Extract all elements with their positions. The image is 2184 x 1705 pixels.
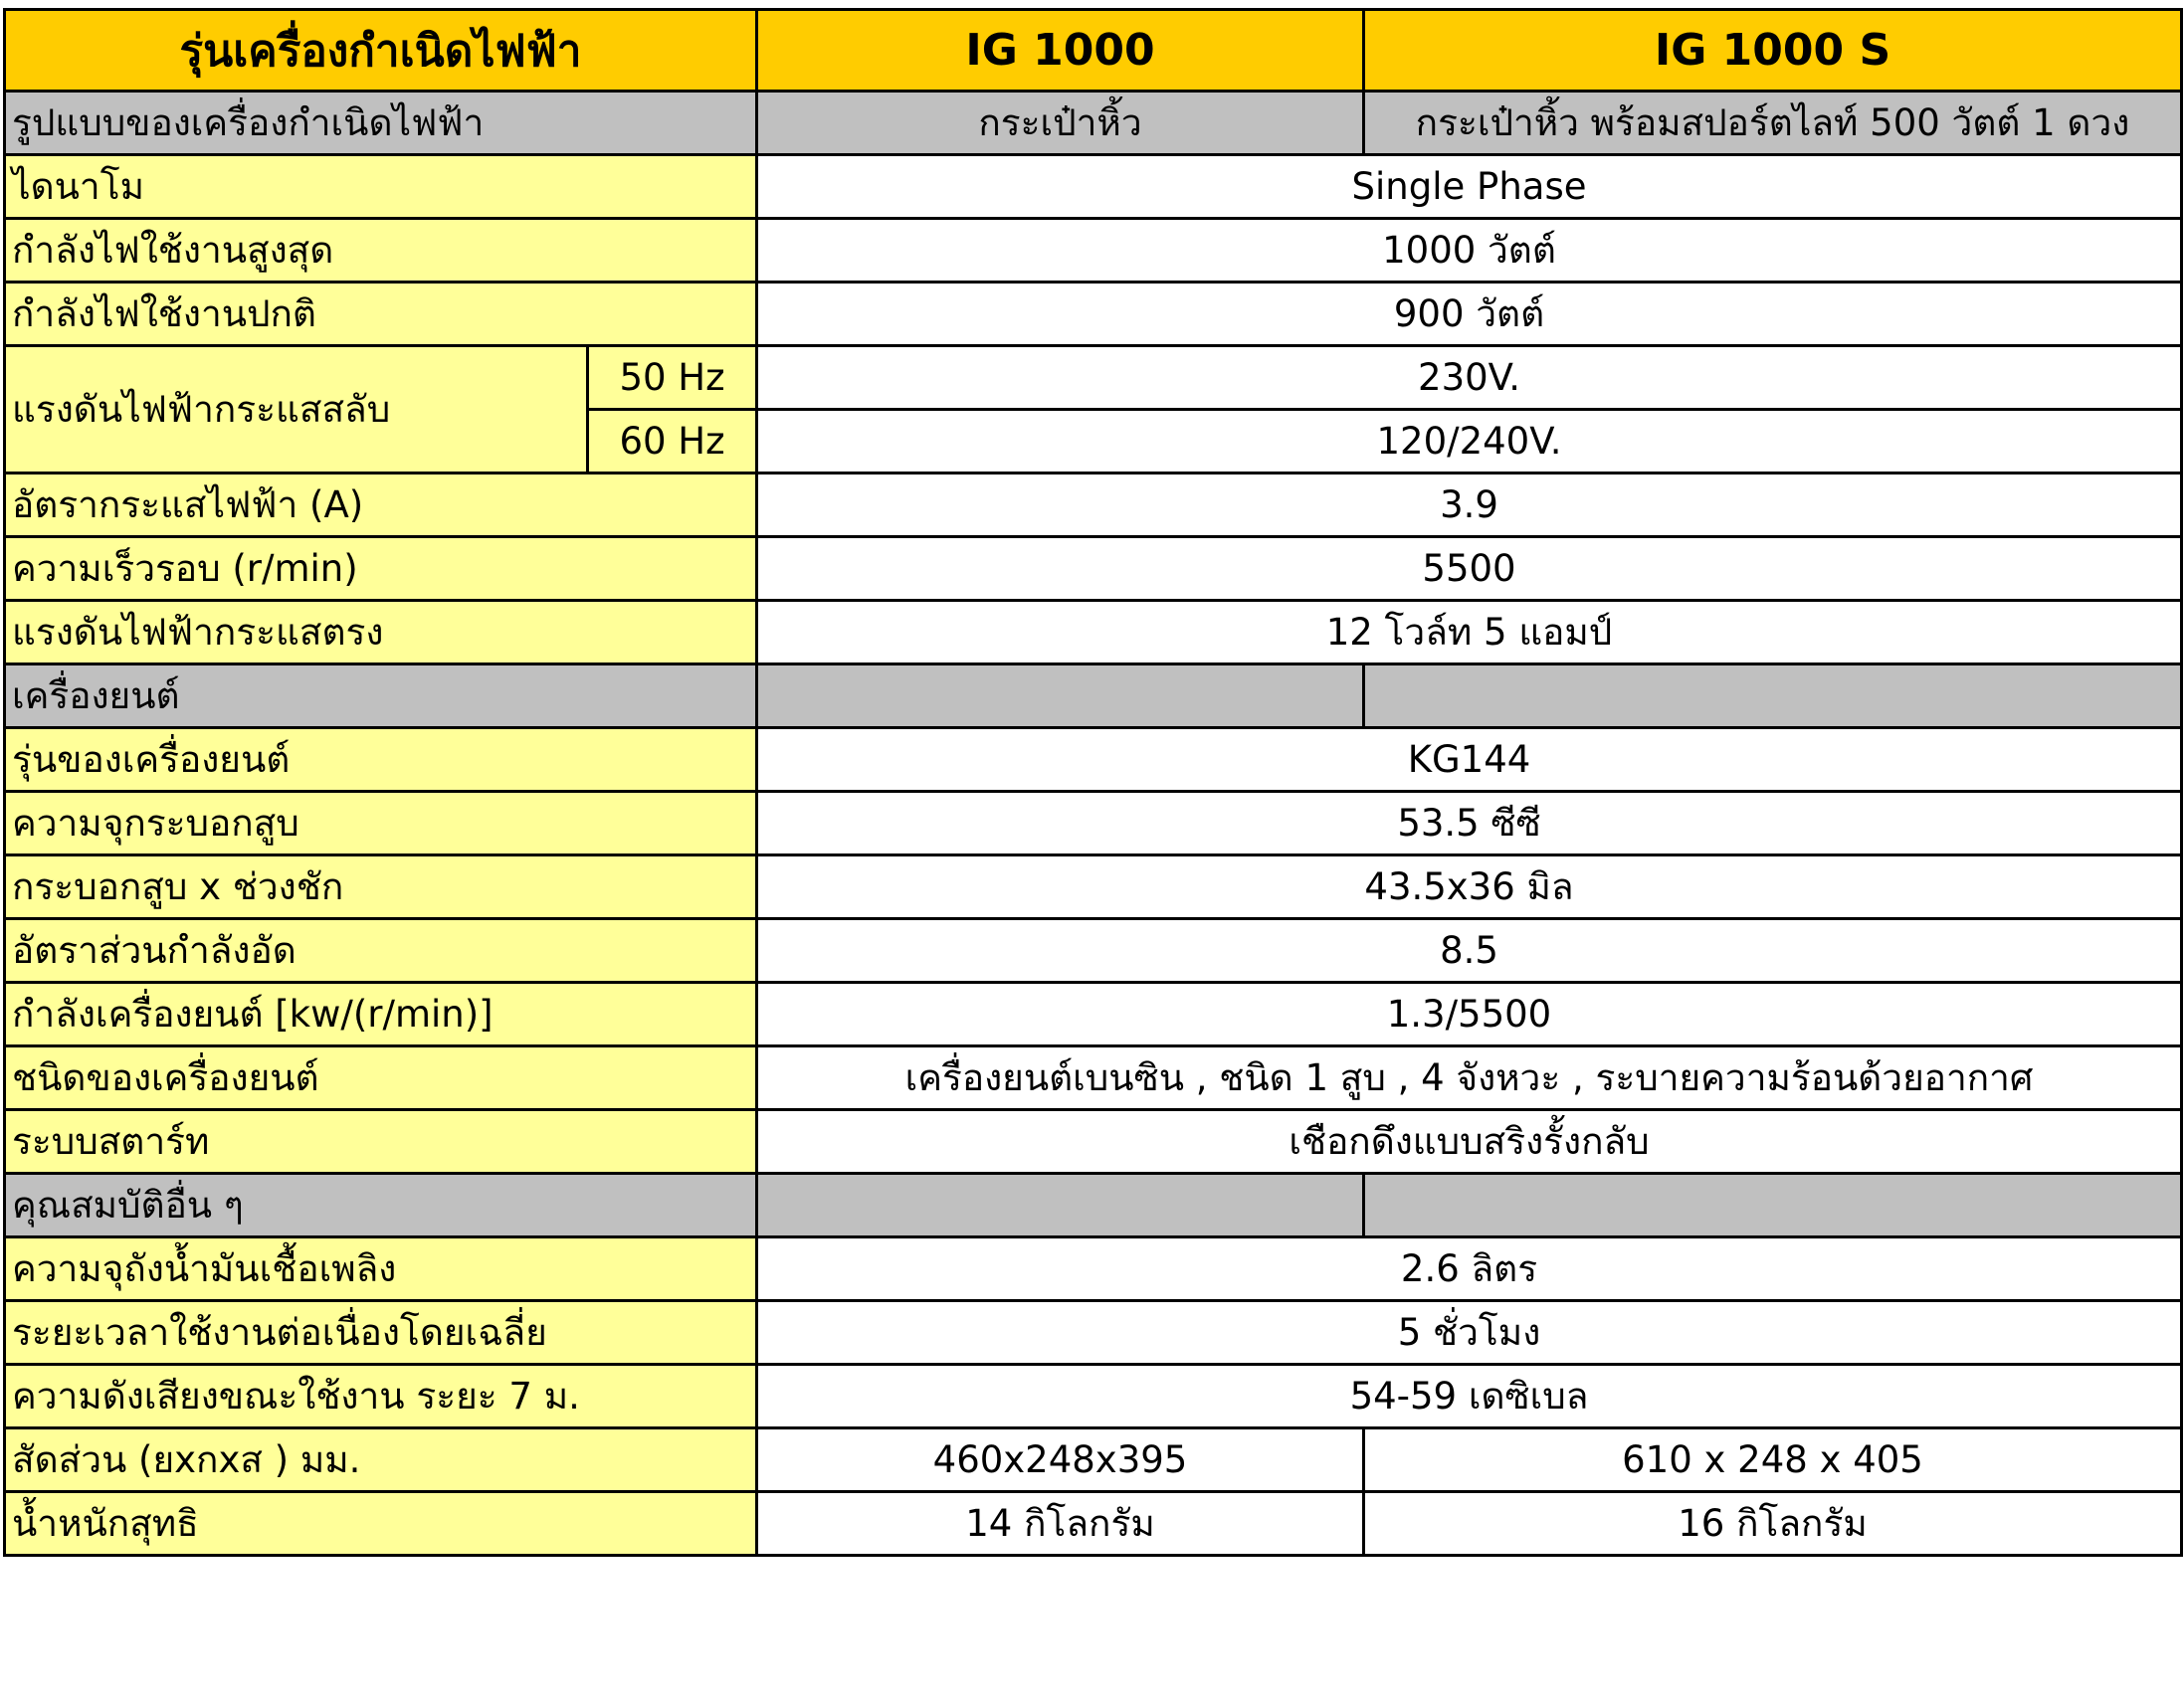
speed-value: 5500 <box>757 537 2182 601</box>
other-section-blank-2 <box>1364 1174 2182 1237</box>
noise-label: ความดังเสียงขณะใช้งาน ระยะ 7 ม. <box>5 1365 757 1428</box>
ac-voltage-label: แรงดันไฟฟ้ากระแสสลับ <box>5 346 588 474</box>
type-label: รูปแบบของเครื่องกำเนิดไฟฟ้า <box>5 92 757 155</box>
bore-stroke-label: กระบอกสูบ x ช่วงชัก <box>5 855 757 919</box>
weight-label: น้ำหนักสุทธิ <box>5 1492 757 1556</box>
compression-label: อัตราส่วนกำลังอัด <box>5 919 757 983</box>
header-row <box>5 10 2182 92</box>
dimensions-ig1000s: 610 x 248 x 405 <box>1364 1428 2182 1492</box>
engine-section-blank-1 <box>757 664 1364 728</box>
runtime-row <box>5 1301 2182 1365</box>
speed-label: ความเร็วรอบ (r/min) <box>5 537 757 601</box>
start-system-label: ระบบสตาร์ท <box>5 1110 757 1174</box>
engine-section-row <box>5 664 2182 728</box>
ac-50hz-value: 230V. <box>757 346 2182 410</box>
max-power-value: 1000 วัตต์ <box>757 219 2182 283</box>
engine-power-value: 1.3/5500 <box>757 983 2182 1046</box>
type-row <box>5 92 2182 155</box>
dimensions-label: สัดส่วน (ยxกxส ) มม. <box>5 1428 757 1492</box>
fuel-tank-row <box>5 1237 2182 1301</box>
dc-voltage-value: 12 โวล์ท 5 แอมป์ <box>757 601 2182 664</box>
engine-model-label: รุ่นของเครื่องยนต์ <box>5 728 757 792</box>
dynamo-row <box>5 155 2182 219</box>
fuel-tank-label: ความจุถังน้ำมันเชื้อเพลิง <box>5 1237 757 1301</box>
compression-row <box>5 919 2182 983</box>
ac-60hz-label: 60 Hz <box>588 410 757 474</box>
engine-section-blank-2 <box>1364 664 2182 728</box>
engine-type-row <box>5 1046 2182 1110</box>
ac-50hz-label: 50 Hz <box>588 346 757 410</box>
dynamo-value: Single Phase <box>757 155 2182 219</box>
engine-model-value: KG144 <box>757 728 2182 792</box>
weight-ig1000s: 16 กิโลกรัม <box>1364 1492 2182 1556</box>
speed-row <box>5 537 2182 601</box>
current-label: อัตรากระแสไฟฟ้า (A) <box>5 474 757 537</box>
displacement-value: 53.5 ซีซี <box>757 792 2182 855</box>
engine-type-label: ชนิดของเครื่องยนต์ <box>5 1046 757 1110</box>
dc-voltage-label: แรงดันไฟฟ้ากระแสตรง <box>5 601 757 664</box>
runtime-value: 5 ชั่วโมง <box>757 1301 2182 1365</box>
header-ig1000s: IG 1000 S <box>1364 10 2182 92</box>
other-section-blank-1 <box>757 1174 1364 1237</box>
displacement-label: ความจุกระบอกสูบ <box>5 792 757 855</box>
current-value: 3.9 <box>757 474 2182 537</box>
spec-table <box>3 8 2183 1557</box>
engine-type-value: เครื่องยนต์เบนซิน , ชนิด 1 สูบ , 4 จังหวะ , ระบายความร้อนด้วยอากาศ <box>757 1046 2182 1110</box>
rated-power-row <box>5 283 2182 346</box>
rated-power-label: กำลังไฟใช้งานปกติ <box>5 283 757 346</box>
engine-power-label: กำลังเครื่องยนต์ [kw/(r/min)] <box>5 983 757 1046</box>
displacement-row <box>5 792 2182 855</box>
start-system-row <box>5 1110 2182 1174</box>
max-power-row <box>5 219 2182 283</box>
fuel-tank-value: 2.6 ลิตร <box>757 1237 2182 1301</box>
ac-voltage-row-50 <box>5 346 2182 410</box>
rated-power-value: 900 วัตต์ <box>757 283 2182 346</box>
header-model-label: รุ่นเครื่องกำเนิดไฟฟ้า <box>5 10 757 92</box>
dc-voltage-row <box>5 601 2182 664</box>
engine-power-row <box>5 983 2182 1046</box>
bore-stroke-row <box>5 855 2182 919</box>
dimensions-row <box>5 1428 2182 1492</box>
engine-section-label: เครื่องยนต์ <box>5 664 757 728</box>
bore-stroke-value: 43.5x36 มิล <box>757 855 2182 919</box>
header-ig1000: IG 1000 <box>757 10 1364 92</box>
compression-value: 8.5 <box>757 919 2182 983</box>
other-section-label: คุณสมบัติอื่น ๆ <box>5 1174 757 1237</box>
dynamo-label: ไดนาโม <box>5 155 757 219</box>
noise-value: 54-59 เดซิเบล <box>757 1365 2182 1428</box>
ac-60hz-value: 120/240V. <box>757 410 2182 474</box>
type-ig1000: กระเป๋าหิ้ว <box>757 92 1364 155</box>
weight-row <box>5 1492 2182 1556</box>
runtime-label: ระยะเวลาใช้งานต่อเนื่องโดยเฉลี่ย <box>5 1301 757 1365</box>
noise-row <box>5 1365 2182 1428</box>
max-power-label: กำลังไฟใช้งานสูงสุด <box>5 219 757 283</box>
dimensions-ig1000: 460x248x395 <box>757 1428 1364 1492</box>
start-system-value: เชือกดึงแบบสริงรั้งกลับ <box>757 1110 2182 1174</box>
type-ig1000s: กระเป๋าหิ้ว พร้อมสปอร์ตไลท์ 500 วัตต์ 1 ดวง <box>1364 92 2182 155</box>
current-row <box>5 474 2182 537</box>
engine-model-row <box>5 728 2182 792</box>
other-section-row <box>5 1174 2182 1237</box>
weight-ig1000: 14 กิโลกรัม <box>757 1492 1364 1556</box>
